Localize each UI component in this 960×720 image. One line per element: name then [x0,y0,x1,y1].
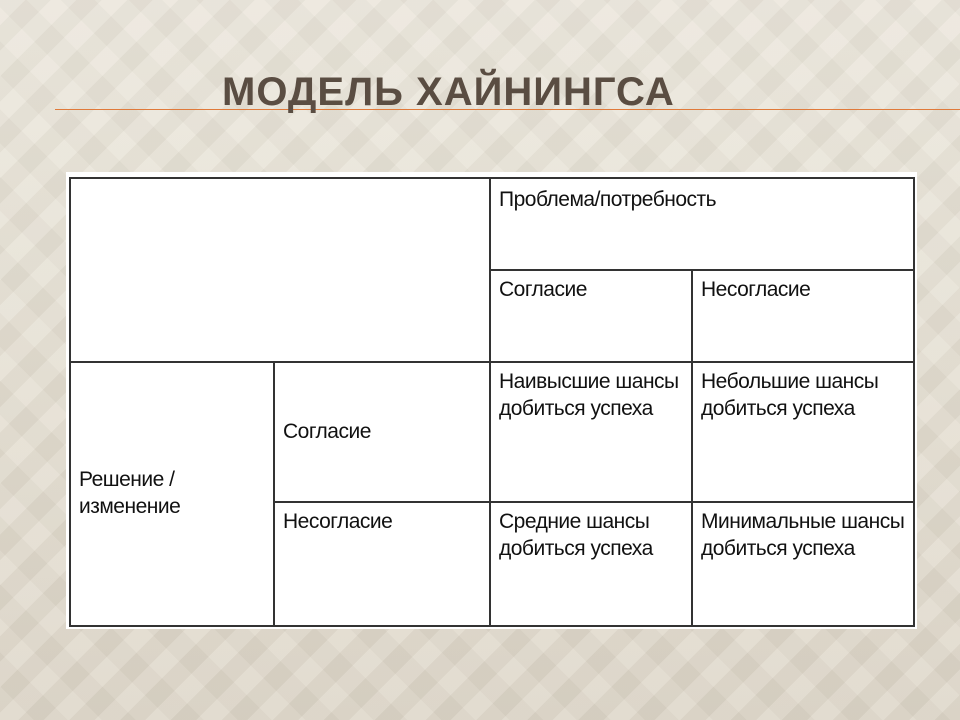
row-label-disagreement-text: Несогласие [283,510,393,533]
hainings-model-table [69,177,915,627]
table-row [70,362,914,502]
table-cell [692,362,914,502]
table-header-row [70,178,914,270]
table-container [66,172,917,629]
cell-highest-chances-text: Наивысшие шансы добиться успеха [499,370,679,420]
decision-change-label-cell [70,362,274,626]
cell-medium-chances-text: Средние шансы добиться успеха [499,510,653,560]
decision-change-label-text: Решение / изменение [79,468,181,518]
cell-minimal-chances-text: Минимальные шансы добиться успеха [701,510,905,560]
agreement-header-text: Согласие [499,278,587,301]
problem-need-header-cell [490,178,914,270]
agreement-header-cell [490,270,692,362]
table-cell [692,502,914,626]
row-label-agreement-text: Согласие [283,419,371,443]
table-cell [490,362,692,502]
row-label-cell [274,502,490,626]
empty-corner-cell [70,178,490,362]
slide-title: МОДЕЛЬ ХАЙНИНГСА [222,70,675,114]
table-cell [490,502,692,626]
cell-small-chances-text: Небольшие шансы добиться успеха [701,370,879,420]
disagreement-header-cell [692,270,914,362]
disagreement-header-text: Несогласие [701,278,811,301]
row-label-cell [274,362,490,502]
problem-need-header-text: Проблема/потребность [499,188,717,211]
